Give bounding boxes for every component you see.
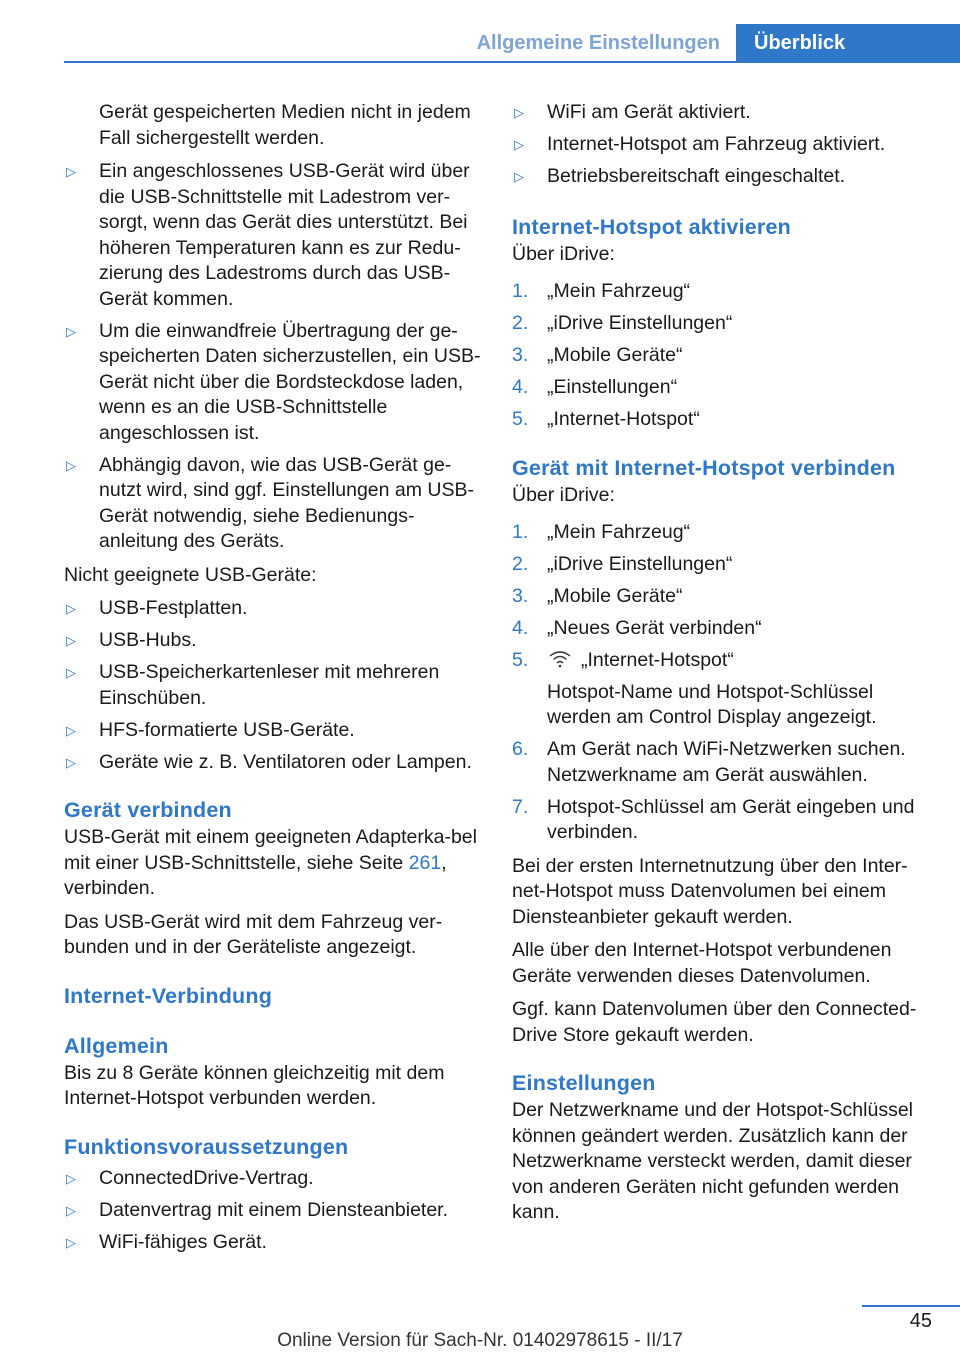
list-item: 1. „Mein Fahrzeug“ bbox=[512, 521, 691, 543]
list-item: ▷ Abhängig davon, wie das USB-Gerät ge‐nutzt wird, sind ggf. Einstellungen am USB-Gerät notwendig, siehe Bedienungs‐anleitung des Geräts. bbox=[66, 453, 475, 552]
list-item: 5. „Internet-Hotspot“ Hotspot-Name und Hotspot-Schlüssel werden am Control Display angezeigt. bbox=[512, 648, 932, 731]
bullet-triangle-icon: ▷ bbox=[514, 137, 524, 152]
list-item: ▷ USB-Speicherkartenleser mit mehreren Einschüben. bbox=[66, 661, 440, 709]
list-item: 6. Am Gerät nach WiFi-Netzwerken suchen. Netzwerkname am Gerät auswählen. bbox=[512, 738, 906, 786]
heading-general: Allgemein bbox=[64, 1033, 169, 1058]
settings-paragraph: Der Netzwerkname und der Hotspot-Schlüssel können geändert werden. Zusätzlich kann der Netzwerkname versteckt werden, damit dieser von anderen Geräten nicht gefunden werden kann. bbox=[512, 1099, 914, 1223]
bullet-triangle-icon: ▷ bbox=[66, 665, 76, 680]
unsuitable-label: Nicht geeignete USB-Geräte: bbox=[64, 563, 317, 586]
activate-steps-list bbox=[512, 279, 932, 433]
list-item: 3. „Mobile Geräte“ bbox=[512, 344, 683, 366]
bullet-triangle-icon: ▷ bbox=[66, 754, 76, 770]
page-number: 45 bbox=[909, 1310, 932, 1332]
list-item: ▷ HFS-formatierte USB-Geräte. bbox=[64, 718, 484, 744]
running-header-section: Allgemeine Einstellungen bbox=[476, 32, 720, 54]
via-idrive-label: Über iDrive: bbox=[512, 483, 615, 506]
wifi-icon bbox=[549, 650, 571, 668]
list-item: ▷ Datenvertrag mit einem Diensteanbieter. bbox=[64, 1198, 484, 1224]
list-item: ▷ Internet-Hotspot am Fahrzeug aktiviert. bbox=[512, 132, 932, 158]
footer-note: Online Version für Sach-Nr. 01402978615 - II/17 bbox=[277, 1330, 683, 1351]
header-rule bbox=[64, 61, 960, 63]
running-header-tab: Überblick bbox=[736, 24, 960, 62]
footer-rule bbox=[862, 1305, 960, 1307]
bullet-triangle-icon: ▷ bbox=[514, 169, 524, 184]
list-item: 3. „Mobile Geräte“ bbox=[512, 585, 683, 607]
unsuitable-devices-list bbox=[64, 596, 484, 775]
list-item: ▷ Geräte wie z. B. Ventilatoren oder Lampen. bbox=[64, 750, 484, 776]
list-item: ▷ Ein angeschlossenes USB-Gerät wird über die USB-Schnittstelle mit Ladestrom ver‐sorgt, wenn das Gerät dies unterstützt. Bei höheren Temperaturen kann es zur Redu‐zierung des Ladestroms durch das USB-Gerät kommen. bbox=[66, 160, 470, 310]
connect-paragraph: USB-Gerät mit einem geeigneten Adapterka‐bel mit einer USB-Schnittstelle, siehe Seite 261, verbinden. bbox=[64, 826, 477, 899]
list-item: 1. „Mein Fahrzeug“ bbox=[512, 280, 691, 302]
heading-connect-device: Gerät verbinden bbox=[64, 798, 232, 822]
bullet-triangle-icon: ▷ bbox=[66, 601, 76, 616]
requirements-list-continued bbox=[512, 100, 932, 190]
bullet-triangle-icon: ▷ bbox=[66, 457, 76, 473]
list-item: 7. Hotspot-Schlüssel am Gerät eingeben und verbinden. bbox=[512, 795, 915, 843]
list-item: 2. „iDrive Einstellungen“ bbox=[512, 553, 733, 575]
bullet-triangle-icon: ▷ bbox=[514, 105, 524, 120]
list-item: ▷ ConnectedDrive-Vertrag. bbox=[64, 1166, 484, 1192]
left-column bbox=[64, 100, 484, 1263]
bullet-triangle-icon: ▷ bbox=[66, 633, 76, 648]
connect-paragraph-2: Das USB-Gerät wird mit dem Fahrzeug ver‐bunden und in der Geräteliste angezeigt. bbox=[64, 910, 443, 958]
usb-notes-list bbox=[64, 159, 484, 555]
via-idrive-label: Über iDrive: bbox=[512, 242, 615, 265]
heading-requirements: Funktionsvoraussetzungen bbox=[64, 1134, 349, 1159]
bullet-triangle-icon: ▷ bbox=[66, 164, 76, 179]
data-volume-paragraph: Bei der ersten Internetnutzung über den Inter‐net-Hotspot muss Datenvolumen bei einem Diensteanbieter gekauft werden. bbox=[512, 854, 908, 928]
bullet-triangle-icon: ▷ bbox=[66, 722, 76, 738]
list-item: 2. „iDrive Einstellungen“ bbox=[512, 312, 733, 334]
continued-paragraph: Gerät gespeicherten Medien nicht in jedem Fall sichergestellt werden. bbox=[99, 101, 471, 149]
bullet-triangle-icon: ▷ bbox=[66, 1202, 76, 1218]
connect-steps-list bbox=[512, 520, 932, 846]
list-item: ▷ USB-Hubs. bbox=[64, 628, 484, 654]
page-reference-link[interactable]: 261 bbox=[408, 851, 442, 874]
bullet-triangle-icon: ▷ bbox=[66, 1170, 76, 1186]
requirements-list bbox=[64, 1166, 484, 1256]
list-item: 4. „Neues Gerät verbinden“ bbox=[512, 617, 762, 639]
heading-settings: Einstellungen bbox=[512, 1071, 656, 1095]
list-item: 4. „Einstellungen“ bbox=[512, 376, 678, 398]
heading-activate-hotspot: Internet-Hotspot aktivieren bbox=[512, 214, 791, 239]
heading-connect-to-hotspot: Gerät mit Internet-Hotspot verbinden bbox=[512, 455, 896, 480]
general-paragraph: Bis zu 8 Geräte können gleichzeitig mit dem Internet-Hotspot verbunden werden. bbox=[64, 1061, 445, 1109]
list-item: ▷ WiFi-fähiges Gerät. bbox=[64, 1230, 484, 1256]
list-item: 5. „Internet-Hotspot“ bbox=[512, 408, 700, 430]
data-volume-paragraph-3: Ggf. kann Datenvolumen über den Connected‐Drive Store gekauft werden. bbox=[512, 998, 917, 1046]
list-item: ▷ WiFi am Gerät aktiviert. bbox=[512, 100, 932, 126]
heading-internet-connection: Internet-Verbindung bbox=[64, 983, 273, 1008]
bullet-triangle-icon: ▷ bbox=[66, 1234, 76, 1250]
data-volume-paragraph-2: Alle über den Internet-Hotspot verbundenen Geräte verwenden dieses Datenvolumen. bbox=[512, 939, 892, 987]
list-item: ▷ Um die einwandfreie Übertragung der ge‐speicherten Daten sicherzustellen, ein USB-Gerät nicht über die Bordsteckdose laden, wenn es an die USB-Schnittstelle angeschlossen ist. bbox=[66, 319, 481, 444]
step-note: Hotspot-Name und Hotspot-Schlüssel werden am Control Display angezeigt. bbox=[547, 680, 877, 728]
right-column bbox=[512, 100, 932, 1234]
list-item: ▷ USB-Festplatten. bbox=[64, 596, 484, 622]
list-item: ▷ Betriebsbereitschaft eingeschaltet. bbox=[512, 164, 932, 190]
bullet-triangle-icon: ▷ bbox=[66, 323, 76, 339]
